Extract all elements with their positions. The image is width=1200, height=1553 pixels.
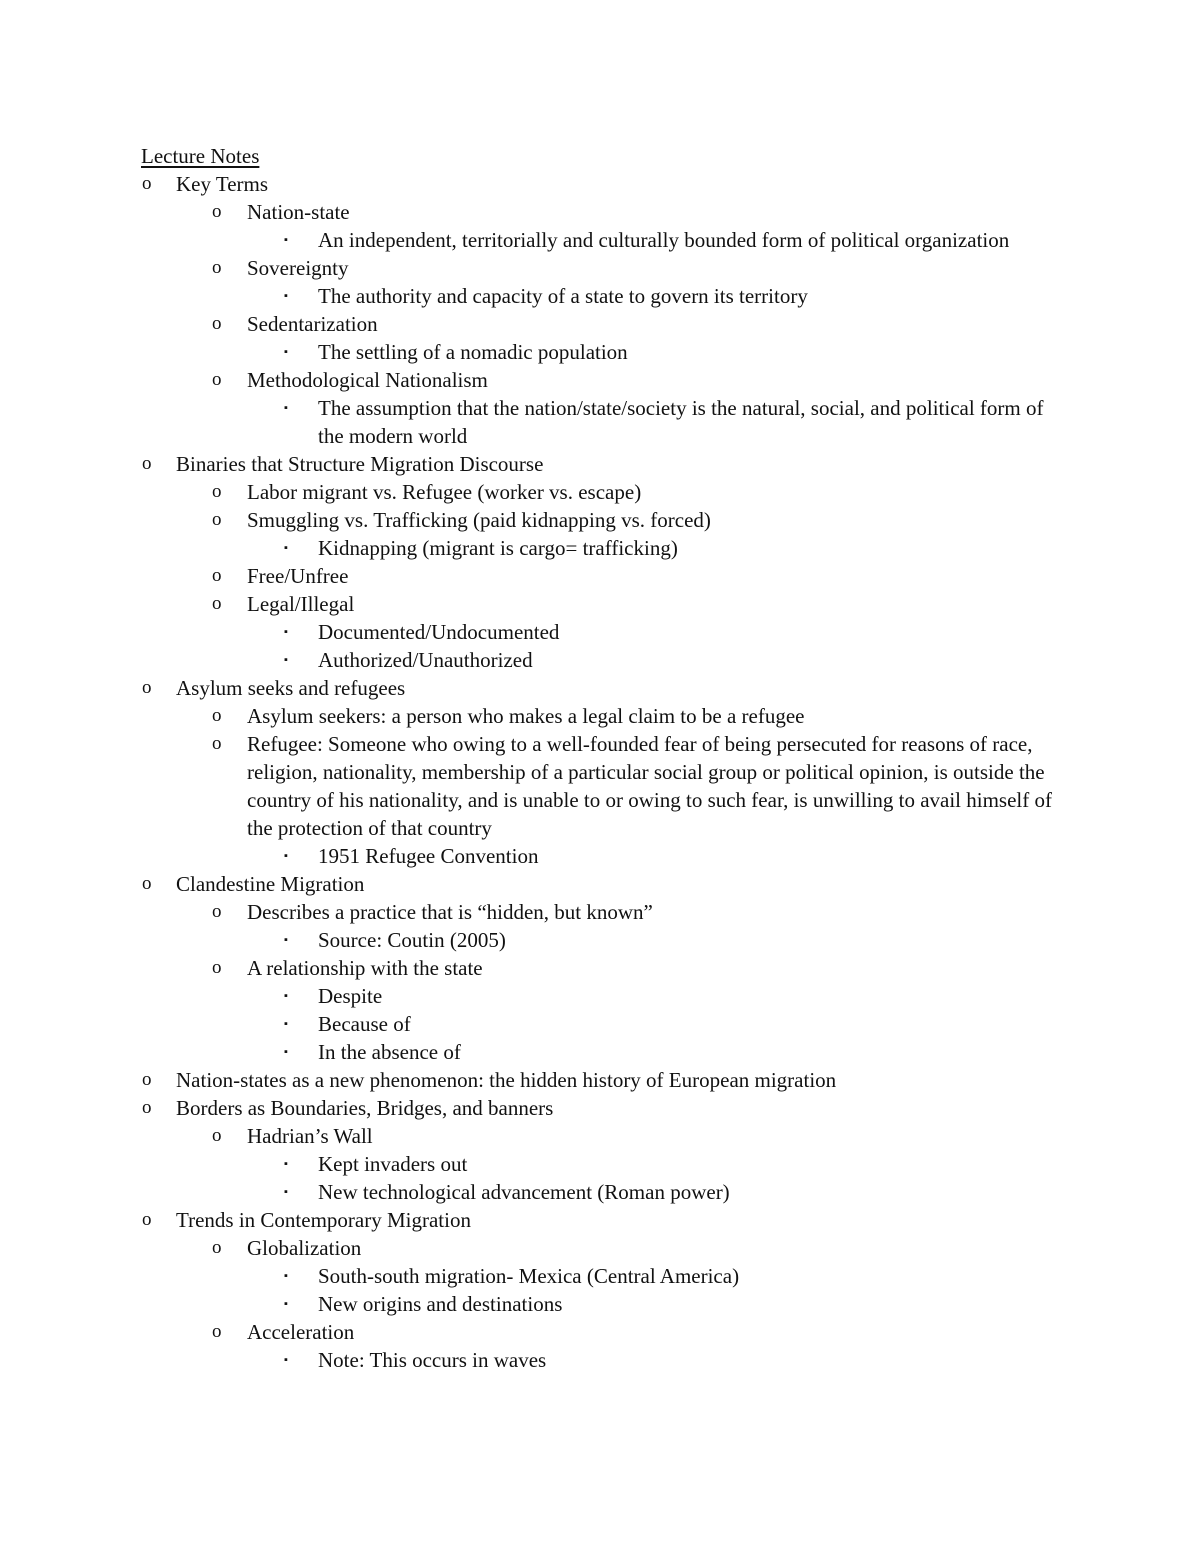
- outline-item-text: New technological advancement (Roman power): [318, 1180, 730, 1204]
- outline-item-text: Nation-states as a new phenomenon: the hidden history of European migration: [176, 1068, 837, 1092]
- outline-item-level-1: [0, 1206, 1200, 1234]
- outline-item-text: Because of: [318, 1012, 411, 1036]
- outline-item-text: Authorized/Unauthorized: [318, 648, 533, 672]
- outline-item-text: 1951 Refugee Convention: [318, 844, 539, 868]
- square-bullet-icon: ▪: [284, 654, 288, 666]
- square-bullet-icon: ▪: [284, 402, 288, 414]
- outline-item-text: Free/Unfree: [247, 564, 349, 588]
- page-title: Lecture Notes: [141, 144, 260, 168]
- outline-item-text: South-south migration- Mexica (Central America): [318, 1264, 740, 1288]
- circle-bullet-icon: o: [142, 1069, 152, 1090]
- outline-item-text: A relationship with the state: [247, 956, 483, 980]
- outline-item-level-2: [0, 1318, 1200, 1346]
- square-bullet-icon: ▪: [284, 850, 288, 862]
- outline-item-text: Key Terms: [176, 172, 269, 196]
- outline-item-level-3: [0, 1038, 1200, 1066]
- outline-item-level-3: [0, 1262, 1200, 1290]
- square-bullet-icon: ▪: [284, 1298, 288, 1310]
- circle-bullet-icon: o: [212, 565, 222, 586]
- circle-bullet-icon: o: [212, 733, 222, 754]
- circle-bullet-icon: o: [142, 453, 152, 474]
- square-bullet-icon: ▪: [284, 1186, 288, 1198]
- outline-item-level-3: [0, 982, 1200, 1010]
- circle-bullet-icon: o: [212, 201, 222, 222]
- outline-item-text: Nation-state: [247, 200, 350, 224]
- outline-item-text: Refugee: Someone who owing to a well-founded fear of being persecuted for reasons of race, religion, nationality, membership of a particular social group or political opinion, is outside the country of his nationality, and is unable to or owing to such fear, is unwilling to avail himself of the protection of that country: [247, 732, 1052, 840]
- outline-item-text: Acceleration: [247, 1320, 355, 1344]
- circle-bullet-icon: o: [212, 705, 222, 726]
- square-bullet-icon: ▪: [284, 934, 288, 946]
- outline-item-text: Legal/Illegal: [247, 592, 355, 616]
- outline-item-text: Sedentarization: [247, 312, 378, 336]
- outline-item-level-3: [0, 534, 1200, 562]
- square-bullet-icon: ▪: [284, 542, 288, 554]
- outline-item-level-3: [0, 926, 1200, 954]
- outline-item-text: Hadrian’s Wall: [247, 1124, 373, 1148]
- outline-item-text: Globalization: [247, 1236, 362, 1260]
- circle-bullet-icon: o: [142, 873, 152, 894]
- square-bullet-icon: ▪: [284, 234, 288, 246]
- circle-bullet-icon: o: [142, 677, 152, 698]
- notes-outline: [0, 170, 1200, 1374]
- outline-item-text: Sovereignty: [247, 256, 349, 280]
- outline-item-level-3: [0, 226, 1200, 254]
- circle-bullet-icon: o: [212, 593, 222, 614]
- circle-bullet-icon: o: [212, 1237, 222, 1258]
- outline-item-level-3: [0, 842, 1200, 870]
- outline-item-text: Asylum seekers: a person who makes a legal claim to be a refugee: [247, 704, 805, 728]
- outline-item-level-3: [0, 1346, 1200, 1374]
- circle-bullet-icon: o: [142, 1097, 152, 1118]
- outline-item-level-2: [0, 730, 1200, 842]
- outline-item-level-2: [0, 702, 1200, 730]
- circle-bullet-icon: o: [212, 1125, 222, 1146]
- outline-item-level-1: [0, 1094, 1200, 1122]
- outline-item-level-3: [0, 282, 1200, 310]
- outline-item-text: Kept invaders out: [318, 1152, 468, 1176]
- outline-item-text: The assumption that the nation/state/society is the natural, social, and political form of the modern world: [318, 396, 1044, 448]
- outline-item-level-2: [0, 478, 1200, 506]
- outline-item-level-2: [0, 1234, 1200, 1262]
- outline-item-text: Documented/Undocumented: [318, 620, 560, 644]
- circle-bullet-icon: o: [212, 369, 222, 390]
- outline-item-level-1: [0, 170, 1200, 198]
- circle-bullet-icon: o: [212, 509, 222, 530]
- outline-item-text: Labor migrant vs. Refugee (worker vs. escape): [247, 480, 642, 504]
- outline-item-level-2: [0, 366, 1200, 394]
- outline-item-text: Despite: [318, 984, 383, 1008]
- square-bullet-icon: ▪: [284, 1158, 288, 1170]
- circle-bullet-icon: o: [212, 901, 222, 922]
- square-bullet-icon: ▪: [284, 1270, 288, 1282]
- circle-bullet-icon: o: [212, 957, 222, 978]
- square-bullet-icon: ▪: [284, 1046, 288, 1058]
- outline-item-text: Smuggling vs. Trafficking (paid kidnapping vs. forced): [247, 508, 711, 532]
- outline-item-level-3: [0, 394, 1200, 450]
- circle-bullet-icon: o: [142, 173, 152, 194]
- outline-item-level-1: [0, 450, 1200, 478]
- square-bullet-icon: ▪: [284, 290, 288, 302]
- outline-item-text: Borders as Boundaries, Bridges, and banners: [176, 1096, 554, 1120]
- circle-bullet-icon: o: [212, 313, 222, 334]
- outline-item-level-3: [0, 1010, 1200, 1038]
- outline-item-level-2: [0, 562, 1200, 590]
- outline-item-text: Kidnapping (migrant is cargo= trafficking): [318, 536, 678, 560]
- outline-item-text: An independent, territorially and culturally bounded form of political organization: [318, 228, 1010, 252]
- outline-item-level-3: [0, 1178, 1200, 1206]
- outline-item-level-3: [0, 646, 1200, 674]
- outline-item-level-3: [0, 338, 1200, 366]
- outline-item-level-2: [0, 954, 1200, 982]
- outline-item-level-1: [0, 1066, 1200, 1094]
- outline-item-text: Trends in Contemporary Migration: [176, 1208, 471, 1232]
- outline-item-level-1: [0, 674, 1200, 702]
- outline-item-level-2: [0, 310, 1200, 338]
- outline-item-text: Asylum seeks and refugees: [176, 676, 406, 700]
- outline-item-level-2: [0, 254, 1200, 282]
- square-bullet-icon: ▪: [284, 1354, 288, 1366]
- outline-item-level-3: [0, 1290, 1200, 1318]
- outline-item-text: Clandestine Migration: [176, 872, 365, 896]
- circle-bullet-icon: o: [212, 1321, 222, 1342]
- circle-bullet-icon: o: [212, 257, 222, 278]
- square-bullet-icon: ▪: [284, 626, 288, 638]
- outline-item-level-3: [0, 1150, 1200, 1178]
- outline-item-text: Methodological Nationalism: [247, 368, 488, 392]
- square-bullet-icon: ▪: [284, 1018, 288, 1030]
- outline-item-level-1: [0, 870, 1200, 898]
- outline-item-level-2: [0, 590, 1200, 618]
- outline-item-text: The settling of a nomadic population: [318, 340, 628, 364]
- square-bullet-icon: ▪: [284, 346, 288, 358]
- circle-bullet-icon: o: [142, 1209, 152, 1230]
- outline-item-text: Note: This occurs in waves: [318, 1348, 547, 1372]
- outline-item-text: New origins and destinations: [318, 1292, 563, 1316]
- outline-item-level-3: [0, 618, 1200, 646]
- outline-item-level-2: [0, 198, 1200, 226]
- square-bullet-icon: ▪: [284, 990, 288, 1002]
- circle-bullet-icon: o: [212, 481, 222, 502]
- outline-item-level-2: [0, 898, 1200, 926]
- outline-item-text: The authority and capacity of a state to govern its territory: [318, 284, 808, 308]
- outline-item-level-2: [0, 1122, 1200, 1150]
- outline-item-text: Describes a practice that is “hidden, but known”: [247, 900, 653, 924]
- outline-item-level-2: [0, 506, 1200, 534]
- outline-item-text: In the absence of: [318, 1040, 461, 1064]
- outline-item-text: Binaries that Structure Migration Discourse: [176, 452, 544, 476]
- outline-item-text: Source: Coutin (2005): [318, 928, 506, 952]
